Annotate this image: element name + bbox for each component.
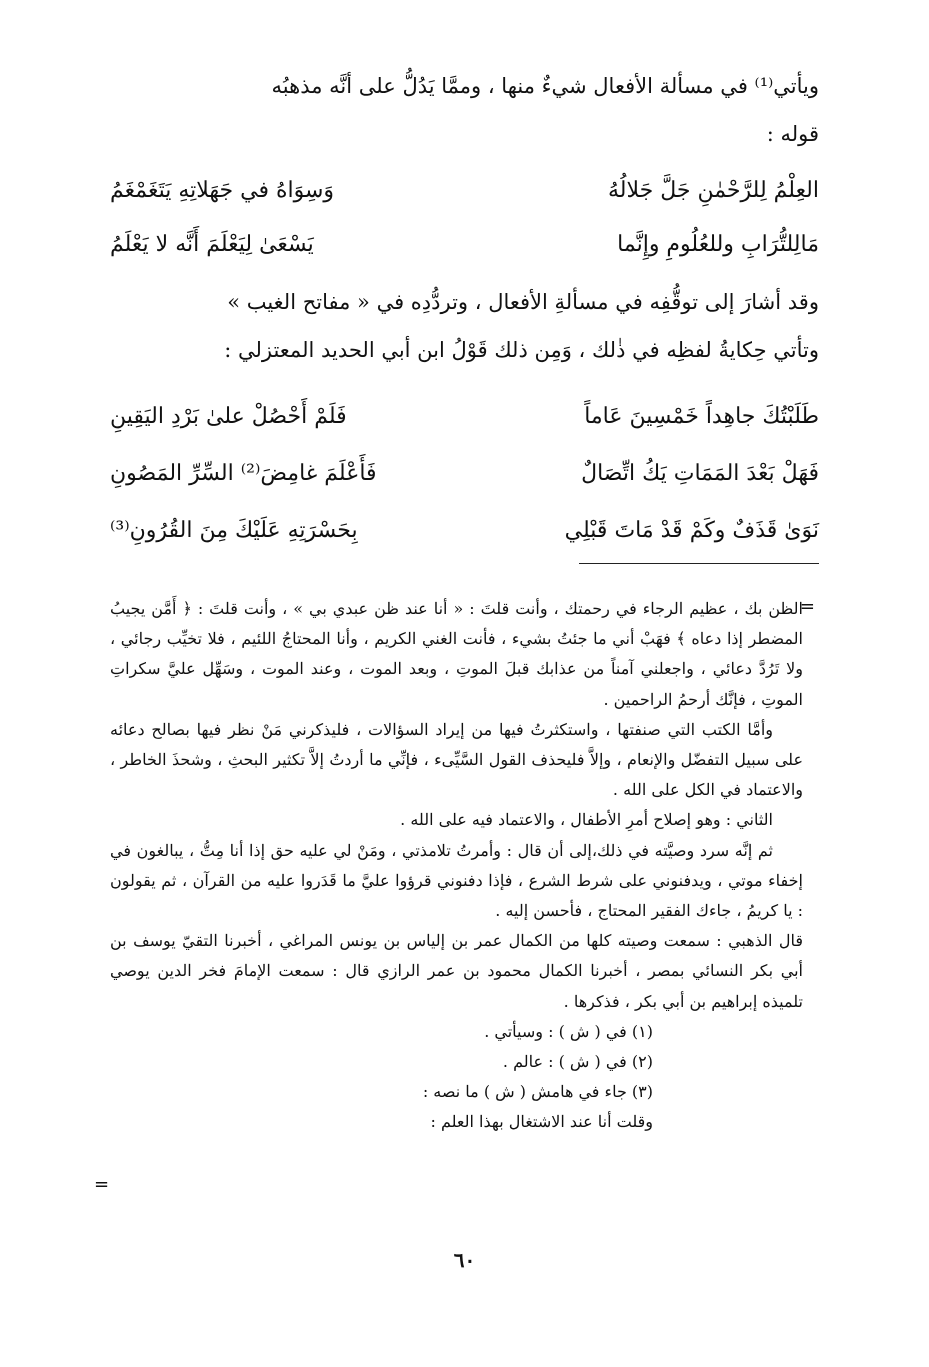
verse-second-hemistich: وَسِوَاهُ في جَهَلاتِهِ يَتَغَمْغَمُ	[110, 178, 335, 203]
poem-2	[110, 388, 819, 559]
footnote-note: وقلت أنا عند الاشتغال بهذا العلم :	[430, 1112, 653, 1132]
footnote-note: (٢) في ( ش ) : عالم .	[502, 1052, 653, 1072]
paragraph-line-2: وتأتي حِكايةُ لفظِه في ذٰلك ، وَمِن ذلك قَوْلُ ابن أبي الحديد المعتزلي :	[224, 338, 819, 362]
verse	[110, 388, 819, 445]
footnote-paragraph: وأمَّا الكتب التي صنفتها ، واستكثرتُ فيها من إيراد السؤالات ، فليذكرني مَنْ نظر فيها بصالح دعائه على سبيل التفضّل والإنعام ، وإلاَّ فليحذف القول السَّيِّىء ، فإنِّي ما أردتُ إلاَّ تكثير البحثِ ، وشحذَ الخاطر ، والاعتماد في الكل على الله .	[110, 719, 803, 800]
footnote-paragraph: الظن بك ، عظيم الرجاء في رحمتك ، وأنت قلتَ : « أنا عند ظن عبدي بي » ، وأنت قلتَ : ﴿ أَمَّن يجيبُ المضطر إذا دعاه ﴾ فهَبْ أني ما جئتُ بشيء ، فأنت الغني الكريم ، وأنا المحتاجُ اللئيم ، فلا تخيِّب رجائي ، ولا تَرُدَّ دعائي ، واجعلني آمناً من عذابك قبلَ الموتِ ، وبعد الموت ، وعند الموت ، وسَهِّل عليَّ سكراتِ الموتِ ، فإنَّك أرحمُ الراحمين .	[110, 599, 804, 709]
verse-first-hemistich: فَهَلْ بَعْدَ المَمَاتِ يَكُ اتِّصَالٌ	[581, 460, 819, 486]
footnote-note: (٣) جاء في هامش ( ش ) ما نصه :	[422, 1082, 653, 1102]
verse	[110, 164, 819, 218]
paragraph-line-1: وقد أشارَ إلى توقُّفِه في مسألةِ الأفعال ، وتردُّدِه في « مفاتح الغيب »	[227, 290, 819, 314]
intro-line-1: ويأتي⁽¹⁾ في مسألة الأفعال شيءٌ منها ، وممَّا يَدُلُّ على أنَّه مذهبُه	[271, 74, 819, 98]
end-continuation-mark: =	[94, 1174, 110, 1195]
footnote-separator	[579, 563, 819, 564]
poem-1	[110, 164, 819, 272]
footnote-paragraph: الثاني : وهو إصلاح أمرِ الأطفال ، والاعتماد فيه على الله .	[400, 810, 773, 830]
footnote-paragraph: قال الذهبي : سمعت وصيته كلها من الكمال عمر بن إلياس بن يونس المراغي ، أخبرنا التقيّ يوسف بن أبي بكر النسائي بمصر ، أخبرنا الكمال محمود بن عمر الرازي قال : سمعت الإمامَ فخر الدين يوصي تلميذه إبراهيم بن أبي بكر ، فذكرها .	[110, 931, 803, 1011]
verse-second-hemistich: يَسْعَىٰ لِيَعْلَمَ أَنَّه لا يَعْلَمُ	[110, 232, 314, 257]
verse	[110, 218, 819, 272]
continuation-mark: =	[799, 596, 815, 617]
page-number: ٦٠	[453, 1248, 476, 1272]
footnote-note: (١) في ( ش ) : وسيأتي .	[484, 1021, 653, 1041]
verse	[110, 445, 819, 502]
intro-line-2: قوله :	[766, 122, 819, 146]
main-text	[110, 62, 819, 565]
verse-first-hemistich: العِلْمُ لِلرَّحْمٰنِ جَلَّ جَلالُهُ	[607, 178, 819, 203]
verse-first-hemistich: نَوَىٰ قَذَفٌ وكَمْ قَدْ مَاتَ قَبْلِي	[564, 517, 819, 543]
footnote-paragraph: ثم إنَّه سرد وصيَّته في ذلك،إلى أن قال : وأمرتُ تلامذتي ، ومَنْ لي عليه حق إذا أنا مِتُّ ، يبالغون في إخفاء موتي ، ويدفنوني على شرط الشرع ، فإذا دفنوني قرؤوا عليَّ ما قَدَروا عليه من القرآن ، ثم يقولون : يا كريمُ ، جاءك الفقير المحتاج ، فأحسن إليه .	[110, 840, 803, 921]
verse	[110, 502, 819, 559]
verse-first-hemistich: طَلَبْتُكَ جاهِداً خَمْسِينَ عَاماً	[584, 403, 819, 429]
verse-first-hemistich: مَالِلتُّرَابِ وللعُلُومِ وإِنَّما	[617, 232, 819, 257]
footnotes	[110, 594, 803, 1138]
verse-second-hemistich: بِحَسْرَتِهِ عَلَيْكَ مِنَ القُرُونِ⁽³⁾	[110, 517, 358, 543]
verse-second-hemistich: فَأَعْلَمَ غامِضَ⁽²⁾ السِّرِّ المَصُونِ	[110, 460, 377, 486]
verse-second-hemistich: فَلَمْ أَحْصُلْ علىٰ بَرْدِ اليَقِينِ	[110, 403, 347, 429]
